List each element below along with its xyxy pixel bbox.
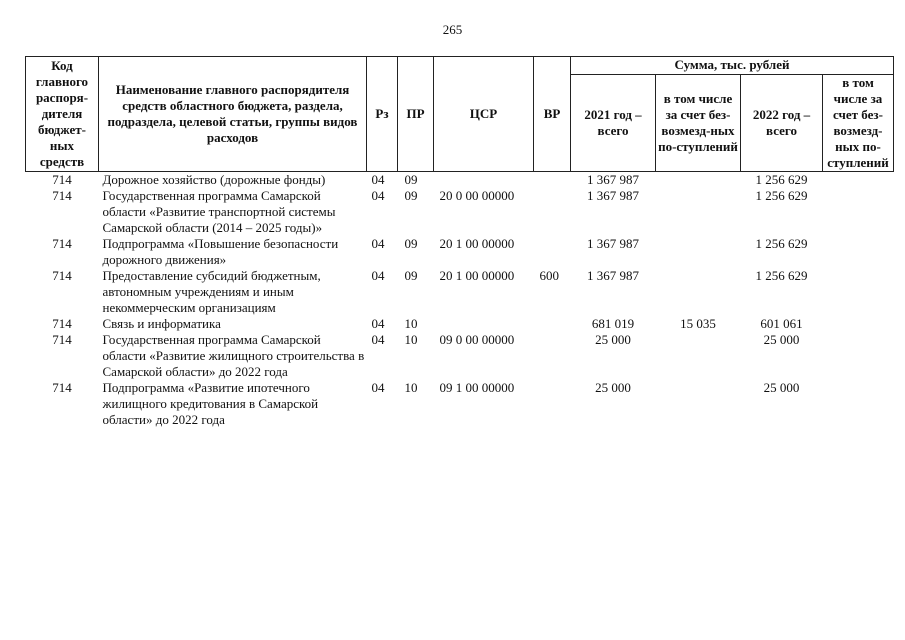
header-pr: ПР — [398, 57, 434, 172]
cell-2021-free — [656, 188, 741, 236]
cell-rz: 04 — [371, 188, 385, 203]
cell-2022-total: 1 256 629 — [755, 188, 808, 203]
cell-code: 714 — [52, 380, 72, 395]
table-row — [26, 236, 894, 268]
cell-2022-free — [823, 268, 894, 316]
table-header — [26, 57, 894, 172]
cell-name: Подпрограмма «Развитие ипотечного жилищного кредитования в Самарской области» до 2022 года — [102, 380, 319, 427]
table-row — [26, 316, 894, 332]
cell-vr — [534, 380, 571, 428]
cell-rz: 04 — [371, 332, 385, 347]
cell-code: 714 — [52, 316, 72, 331]
cell-name: Связь и информатика — [102, 316, 221, 331]
cell-csr: 20 1 00 00000 — [439, 236, 515, 251]
cell-2021-free — [656, 268, 741, 316]
cell-code: 714 — [52, 268, 72, 283]
budget-table — [25, 56, 894, 428]
cell-pr: 10 — [404, 316, 418, 331]
header-code: Код главного распоря-дителя бюджет-ных средств — [26, 57, 99, 172]
cell-rz: 04 — [371, 380, 385, 395]
cell-2021-total: 1 367 987 — [587, 172, 639, 187]
cell-2022-total: 25 000 — [763, 332, 800, 347]
cell-csr: 09 0 00 00000 — [439, 332, 515, 347]
cell-rz: 04 — [371, 236, 385, 251]
cell-name: Государственная программа Самарской области «Развитие жилищного строительства в Самарской области» до 2022 года — [102, 332, 365, 379]
cell-pr: 09 — [404, 172, 418, 187]
cell-pr: 10 — [404, 332, 418, 347]
header-2022-free: в том числе за счет без-возмезд-ных по-ступлений — [823, 75, 894, 172]
cell-csr: 20 0 00 00000 — [439, 188, 515, 203]
cell-vr — [534, 332, 571, 380]
header-vr: ВР — [534, 57, 571, 172]
table-row — [26, 268, 894, 316]
cell-code: 714 — [52, 236, 72, 251]
table-body — [26, 172, 894, 429]
cell-pr: 09 — [404, 268, 418, 283]
cell-pr: 09 — [404, 188, 418, 203]
table-row — [26, 188, 894, 236]
cell-2022-free — [823, 316, 894, 332]
cell-2021-free: 15 035 — [680, 316, 716, 331]
cell-name: Подпрограмма «Повышение безопасности дорожного движения» — [102, 236, 339, 267]
header-2022-total: 2022 год – всего — [741, 75, 823, 172]
cell-2022-free — [823, 172, 894, 189]
cell-code: 714 — [52, 188, 72, 203]
cell-name: Дорожное хозяйство (дорожные фонды) — [102, 172, 326, 187]
cell-code: 714 — [52, 332, 72, 347]
cell-name: Государственная программа Самарской области «Развитие транспортной системы Самарской области (2014 – 2025 годы)» — [102, 188, 336, 235]
cell-2022-free — [823, 188, 894, 236]
header-rz: Рз — [367, 57, 398, 172]
cell-name: Предоставление субсидий бюджетным, автономным учреждениям и иным некоммерческим организациям — [102, 268, 321, 315]
table-row — [26, 380, 894, 428]
cell-2021-total: 1 367 987 — [587, 188, 639, 203]
cell-2021-total: 25 000 — [595, 332, 631, 347]
cell-2021-free — [656, 332, 741, 380]
cell-code: 714 — [52, 172, 72, 187]
cell-vr — [534, 236, 571, 268]
cell-csr — [434, 172, 534, 189]
cell-csr: 09 1 00 00000 — [439, 380, 515, 395]
table-row — [26, 172, 894, 189]
cell-vr — [534, 172, 571, 189]
cell-2021-total: 681 019 — [591, 316, 635, 331]
cell-vr — [534, 188, 571, 236]
cell-pr: 10 — [404, 380, 418, 395]
cell-2021-free — [656, 380, 741, 428]
header-csr: ЦСР — [434, 57, 534, 172]
header-2021-free: в том числе за счет без-возмезд-ных по-ступлений — [656, 75, 741, 172]
cell-vr: 600 — [539, 268, 559, 283]
cell-2021-free — [656, 236, 741, 268]
table-row — [26, 332, 894, 380]
cell-pr: 09 — [404, 236, 418, 251]
cell-rz: 04 — [371, 316, 385, 331]
cell-2022-free — [823, 332, 894, 380]
cell-csr: 20 1 00 00000 — [439, 268, 515, 283]
header-2021-total: 2021 год – всего — [571, 75, 656, 172]
cell-rz: 04 — [371, 172, 385, 187]
cell-rz: 04 — [371, 268, 385, 283]
cell-2021-free — [656, 172, 741, 189]
cell-2021-total: 1 367 987 — [587, 268, 639, 283]
cell-2022-total: 1 256 629 — [755, 172, 808, 187]
cell-2022-total: 1 256 629 — [755, 268, 808, 283]
cell-2022-total: 1 256 629 — [755, 236, 808, 251]
cell-2022-total: 25 000 — [763, 380, 800, 395]
cell-2022-free — [823, 236, 894, 268]
cell-2022-total: 601 061 — [760, 316, 803, 331]
cell-2021-total: 1 367 987 — [587, 236, 639, 251]
cell-2022-free — [823, 380, 894, 428]
header-sum: Сумма, тыс. рублей — [571, 57, 894, 75]
cell-2021-total: 25 000 — [595, 380, 631, 395]
header-name: Наименование главного распорядителя средств областного бюджета, раздела, подраздела, целевой статьи, группы видов расходов — [99, 57, 367, 172]
cell-vr — [534, 316, 571, 332]
page-number: 265 — [442, 22, 463, 37]
cell-csr — [434, 316, 534, 332]
